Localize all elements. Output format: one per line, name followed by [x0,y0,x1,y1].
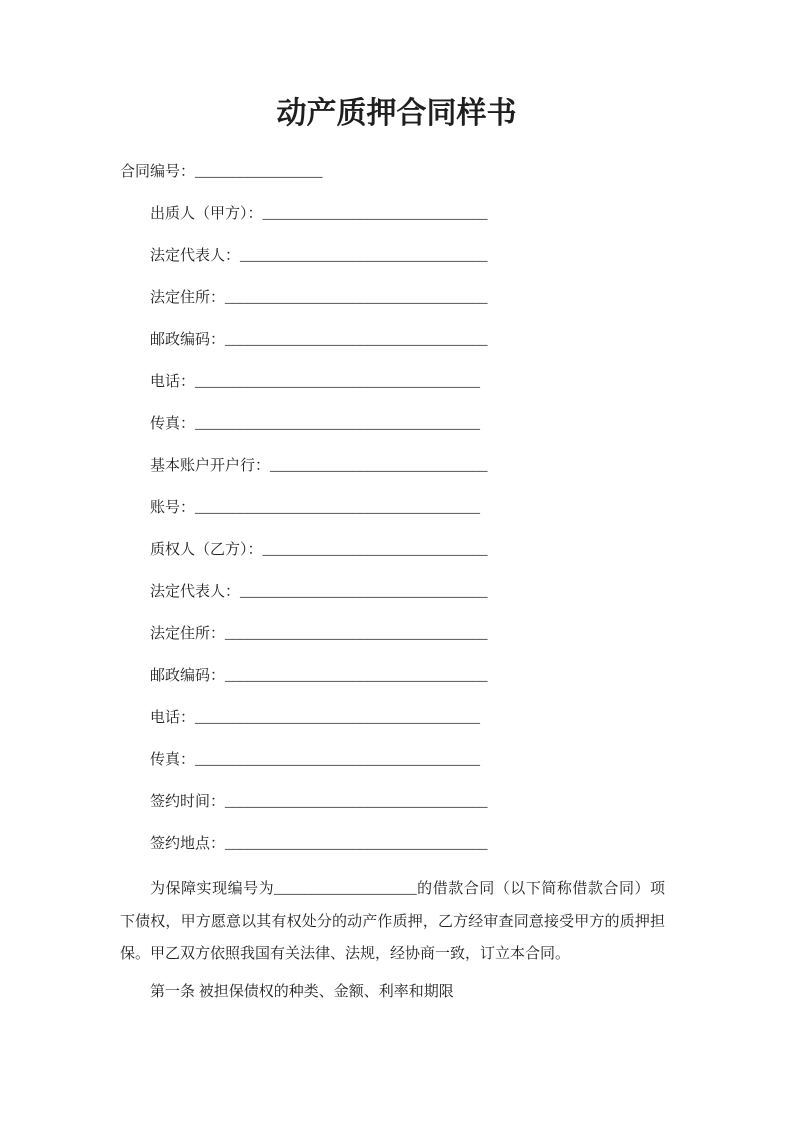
field-blank: ______________________________________ [195,752,481,768]
form-field-line-bank-a [120,445,676,487]
field-label: 质权人（乙方）： [150,542,263,558]
form-field-line-postal-code-a [120,319,676,361]
form-field-line-legal-rep-b [120,571,676,613]
field-blank: ______________________________________ [195,374,481,390]
field-label: 法定代表人： [150,248,241,264]
field-label: 电话： [150,374,196,390]
field-blank: ___________________________________ [225,836,488,852]
field-blank: _________________________________ [240,248,488,264]
field-label: 签约地点： [150,836,226,852]
field-label: 账号： [150,500,196,516]
field-label: 出质人（甲方）： [150,206,263,222]
field-label: 邮政编码： [150,332,226,348]
form-field-line-phone-b [120,697,676,739]
form-field-line-pledgor [120,193,676,235]
contract-number-line [120,151,676,193]
field-blank: ______________________________ [262,206,488,222]
document-title: 动产质押合同样书 [276,97,517,130]
field-label: 基本账户开户行： [150,458,271,474]
field-label: 法定代表人： [150,584,241,600]
form-field-line-legal-rep-a [120,235,676,277]
contract-number-label: 合同编号： [120,164,196,180]
field-label: 邮政编码： [150,668,226,684]
form-field-line-account-a [120,487,676,529]
field-label: 传真： [150,416,196,432]
field-blank: _________________________________ [240,584,488,600]
field-label: 法定住所： [150,626,226,642]
form-field-line-fax-b [120,739,676,781]
field-blank: ___________________________________ [225,626,488,642]
form-field-line-pledgee [120,529,676,571]
form-field-line-postal-code-b [120,655,676,697]
field-label: 法定住所： [150,290,226,306]
field-blank: ___________________________________ [225,668,488,684]
field-blank: ______________________________________ [195,416,481,432]
document-body [120,151,676,1007]
field-label: 签约时间： [150,794,226,810]
form-field-line-signing-time [120,781,676,823]
field-label: 传真： [150,752,196,768]
field-label: 电话： [150,710,196,726]
contract-number-blank: _________________ [195,164,323,180]
form-field-line-signing-place [120,823,676,865]
field-blank: _____________________________ [270,458,488,474]
field-blank: ___________________________________ [225,332,488,348]
field-blank: ______________________________________ [195,500,481,516]
intro-paragraph: 为保障实现编号为___________________的借款合同（以下简称借款合同）项下债权，甲方愿意以其有权处分的动产作质押，乙方经审查同意接受甲方的质押担保。甲乙双方依照我国有关法律、法规，经协商一致，订立本合同。 [120,881,665,962]
form-field-line-legal-address-b [120,613,676,655]
field-blank: ___________________________________ [225,290,488,306]
field-blank: ___________________________________ [225,794,488,810]
article-1-heading: 第一条 被担保债权的种类、金额、利率和期限 [150,983,454,1000]
form-field-line-fax-a [120,403,676,445]
form-field-line-legal-address-a [120,277,676,319]
field-blank: ______________________________________ [195,710,481,726]
field-blank: ______________________________ [262,542,488,558]
form-field-line-phone-a [120,361,676,403]
